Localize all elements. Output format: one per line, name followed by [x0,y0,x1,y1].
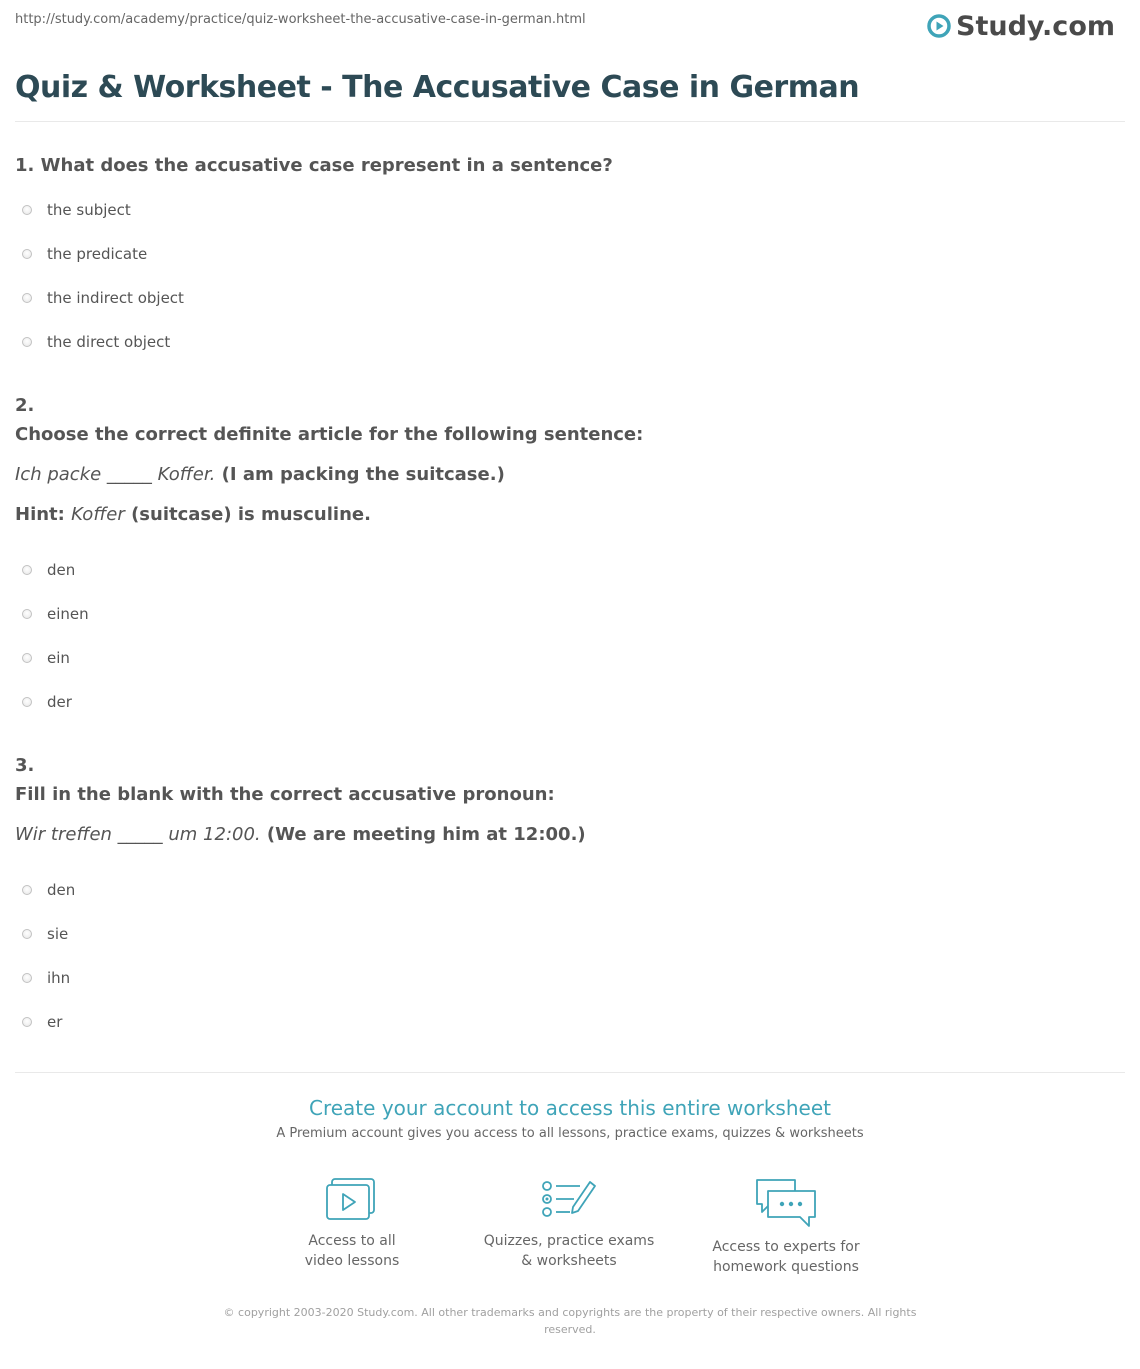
feature-experts-label: Access to experts for homework questions [712,1239,860,1275]
radio-button[interactable] [22,249,32,259]
question-2-text: Choose the correct definite article for the following sentence: [15,424,644,445]
radio-button[interactable] [22,565,32,575]
q2-option-1[interactable]: den [22,558,75,582]
q3-option-3[interactable]: ihn [22,966,70,990]
radio-button[interactable] [22,653,32,663]
feature-experts [686,1177,886,1277]
question-2-hint: Hint: Koffer (suitcase) is musculine. [15,504,371,525]
create-account-link[interactable]: Create your account to access this entire worksheet [309,1096,831,1120]
q1-option-4[interactable]: the direct object [22,330,170,354]
q1-option-2[interactable]: the predicate [22,242,147,266]
radio-button[interactable] [22,697,32,707]
cta-divider [15,1072,1125,1073]
question-3-sentence: Wir treffen _____ um 12:00. (We are meeting him at 12:00.) [15,824,586,845]
logo-text: Study.com [956,10,1115,42]
q1-option-1[interactable]: the subject [22,198,131,222]
page-title: Quiz & Worksheet - The Accusative Case in German [15,70,860,105]
title-divider [15,121,1125,122]
video-lessons-icon [325,1177,379,1223]
feature-quizzes-label: Quizzes, practice exams & worksheets [483,1233,655,1269]
question-3-text: Fill in the blank with the correct accusative pronoun: [15,784,555,805]
study-logo[interactable] [927,10,1115,42]
radio-button[interactable] [22,885,32,895]
question-2-sentence: Ich packe _____ Koffer. (I am packing the suitcase.) [15,464,505,485]
q3-option-1[interactable]: den [22,878,75,902]
question-2-number: 2. [15,395,35,416]
copyright-notice: © copyright 2003-2020 Study.com. All other trademarks and copyrights are the property of their respective owners. All rights reserved. [223,1306,917,1336]
q3-option-4[interactable]: er [22,1010,62,1034]
radio-button[interactable] [22,205,32,215]
cta-subtitle: A Premium account gives you access to all lessons, practice exams, quizzes & worksheets [276,1126,864,1141]
q1-option-3[interactable]: the indirect object [22,286,184,310]
chat-bubbles-icon [754,1177,818,1229]
page-url: http://study.com/academy/practice/quiz-worksheet-the-accusative-case-in-german.html [15,12,586,27]
q2-option-2[interactable]: einen [22,602,89,626]
radio-button[interactable] [22,973,32,983]
question-1-text: 1. What does the accusative case represent in a sentence? [15,155,613,176]
feature-video-lessons [252,1177,452,1271]
q3-option-2[interactable]: sie [22,922,68,946]
radio-button[interactable] [22,929,32,939]
radio-button[interactable] [22,293,32,303]
question-3-number: 3. [15,755,35,776]
q2-option-4[interactable]: der [22,690,72,714]
feature-quizzes [469,1177,669,1271]
feature-video-lessons-label: Access to all video lessons [304,1233,400,1269]
radio-button[interactable] [22,1017,32,1027]
radio-button[interactable] [22,337,32,347]
quiz-checklist-icon [540,1177,598,1223]
radio-button[interactable] [22,609,32,619]
q2-option-3[interactable]: ein [22,646,70,670]
study-logo-play-icon [927,14,951,38]
